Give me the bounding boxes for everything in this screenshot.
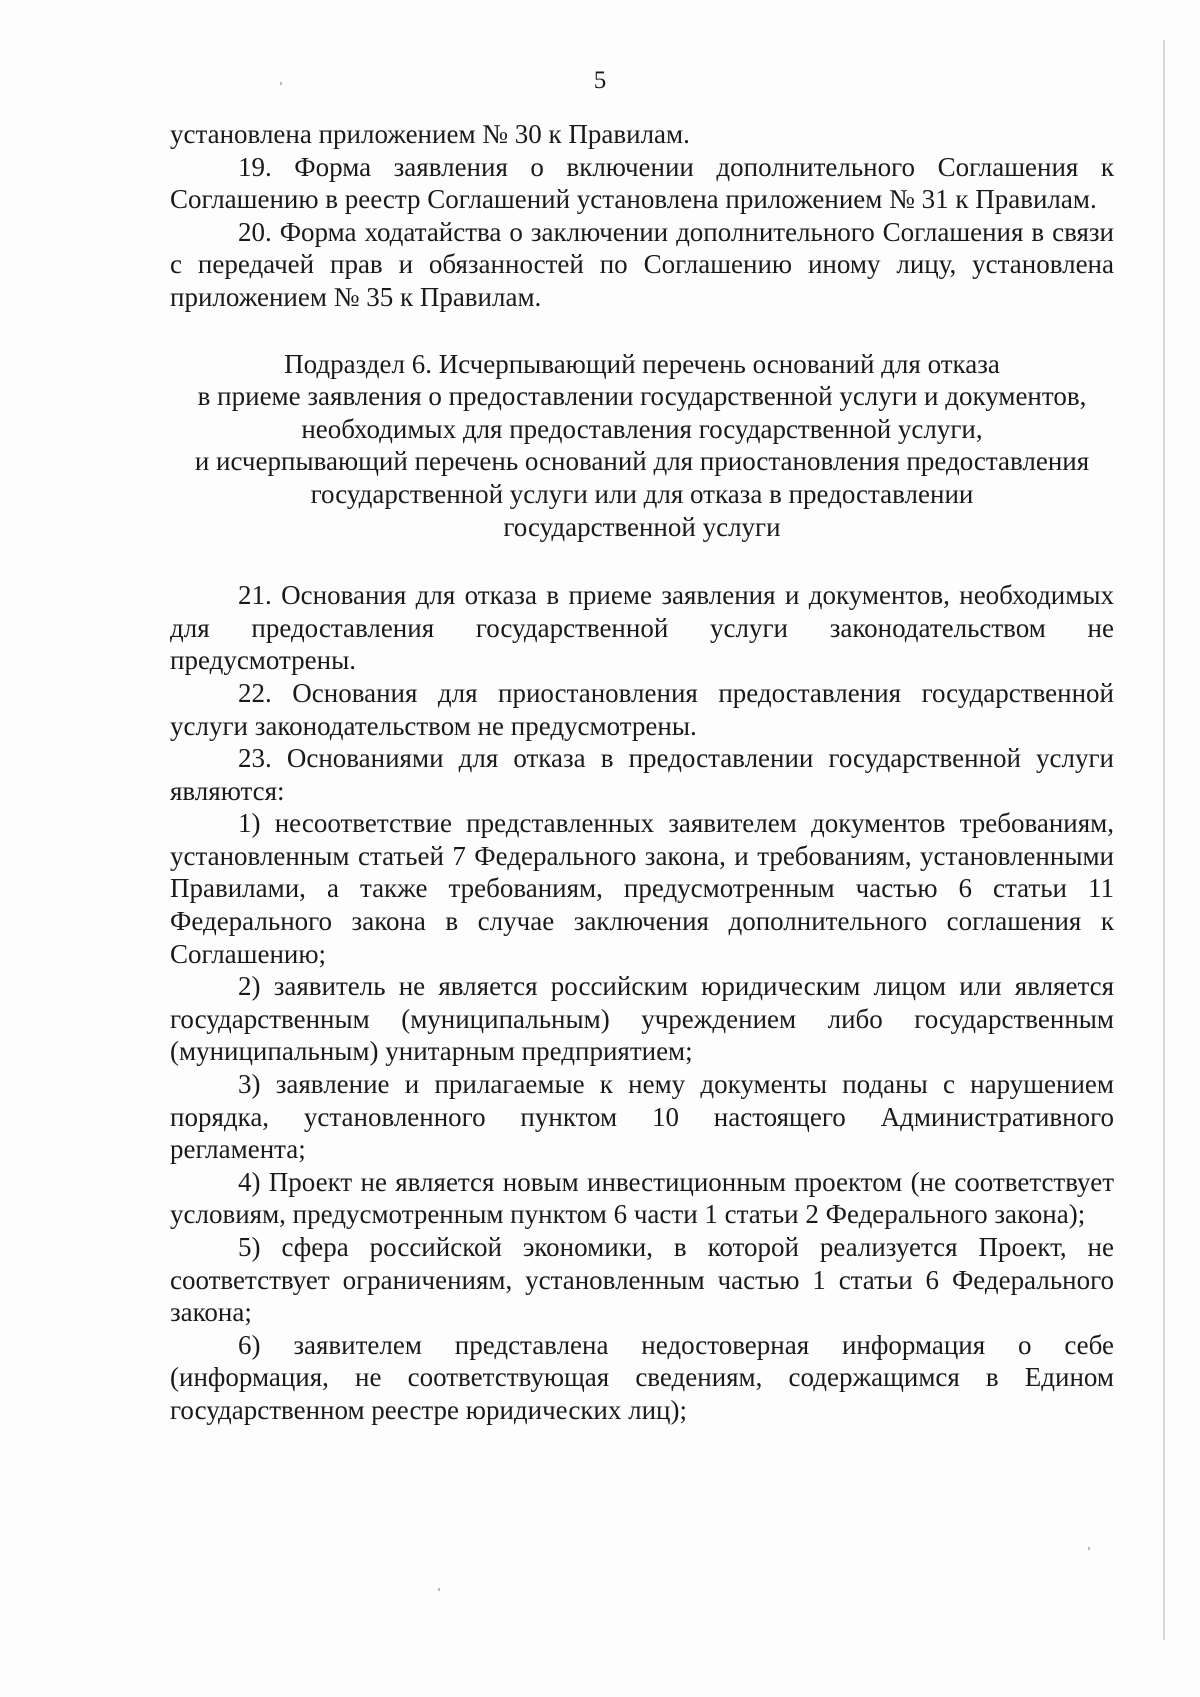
heading-line: государственной услуги bbox=[503, 511, 781, 542]
list-item-2: 2) заявитель не является российским юридическим лицом или является государственным (муниципальным) учреждением либо государственным (муниципальным) унитарным предприятием; bbox=[170, 971, 1114, 1067]
list-item-5: 5) сфера российской экономики, в которой реализуется Проект, не соответствует ограничениям, установленным частью 1 статьи 6 Федерального закона; bbox=[170, 1232, 1114, 1328]
scan-edge-mark bbox=[1163, 40, 1165, 1640]
list-item-1: 1) несоответствие представленных заявителем документов требованиям, установленным статьей 7 Федерального закона, и требованиям, установленными Правилами, а также требованиям, предусмотренным частью 6 статьи 11 Федерального закона в случае заключения дополнительного соглашения к Соглашению; bbox=[170, 808, 1114, 969]
scan-speck bbox=[280, 82, 282, 85]
list-item-6: 6) заявителем представлена недостоверная информация о себе (информация, не соответствующая сведениям, содержащимся в Едином государственном реестре юридических лиц); bbox=[170, 1329, 1114, 1425]
heading-line: государственной услуги или для отказа в предоставлении bbox=[310, 478, 974, 509]
paragraph-continuation: установлена приложением № 30 к Правилам. bbox=[170, 119, 690, 149]
section-heading bbox=[170, 348, 1114, 544]
paragraph-20: 20. Форма ходатайства о заключении дополнительного Соглашения в связи с передачей прав и обязанностей по Соглашению иному лицу, установлена приложением № 35 к Правилам. bbox=[170, 216, 1114, 312]
scan-speck bbox=[1088, 1547, 1090, 1550]
scan-speck bbox=[438, 1588, 440, 1591]
paragraph-23: 23. Основаниями для отказа в предоставлении государственной услуги являются: bbox=[170, 743, 1114, 806]
document-body bbox=[170, 118, 1114, 1427]
list-item-4: 4) Проект не является новым инвестиционным проектом (не соответствует условиям, предусмотренным пунктом 6 части 1 статьи 2 Федерального закона); bbox=[170, 1166, 1114, 1230]
heading-line: и исчерпывающий перечень оснований для приостановления предоставления bbox=[194, 446, 1090, 477]
heading-line: в приеме заявления о предоставлении государственной услуги и документов, bbox=[197, 381, 1087, 412]
paragraph-21: 21. Основания для отказа в приеме заявления и документов, необходимых для предоставления государственной услуги законодательством не предусмотрены. bbox=[170, 580, 1114, 676]
heading-line: необходимых для предоставления государственной услуги, bbox=[301, 413, 983, 444]
page-number: 5 bbox=[593, 67, 607, 94]
paragraph-22: 22. Основания для приостановления предоставления государственной услуги законодательством не предусмотрены. bbox=[170, 677, 1114, 741]
paragraph-19: 19. Форма заявления о включении дополнительного Соглашения к Соглашению в реестр Соглашений установлена приложением № 31 к Правилам. bbox=[170, 151, 1114, 215]
list-item-3: 3) заявление и прилагаемые к нему документы поданы с нарушением порядка, установленного пунктом 10 настоящего Административного регламента; bbox=[170, 1069, 1114, 1165]
heading-line: Подраздел 6. Исчерпывающий перечень оснований для отказа bbox=[284, 348, 1000, 379]
